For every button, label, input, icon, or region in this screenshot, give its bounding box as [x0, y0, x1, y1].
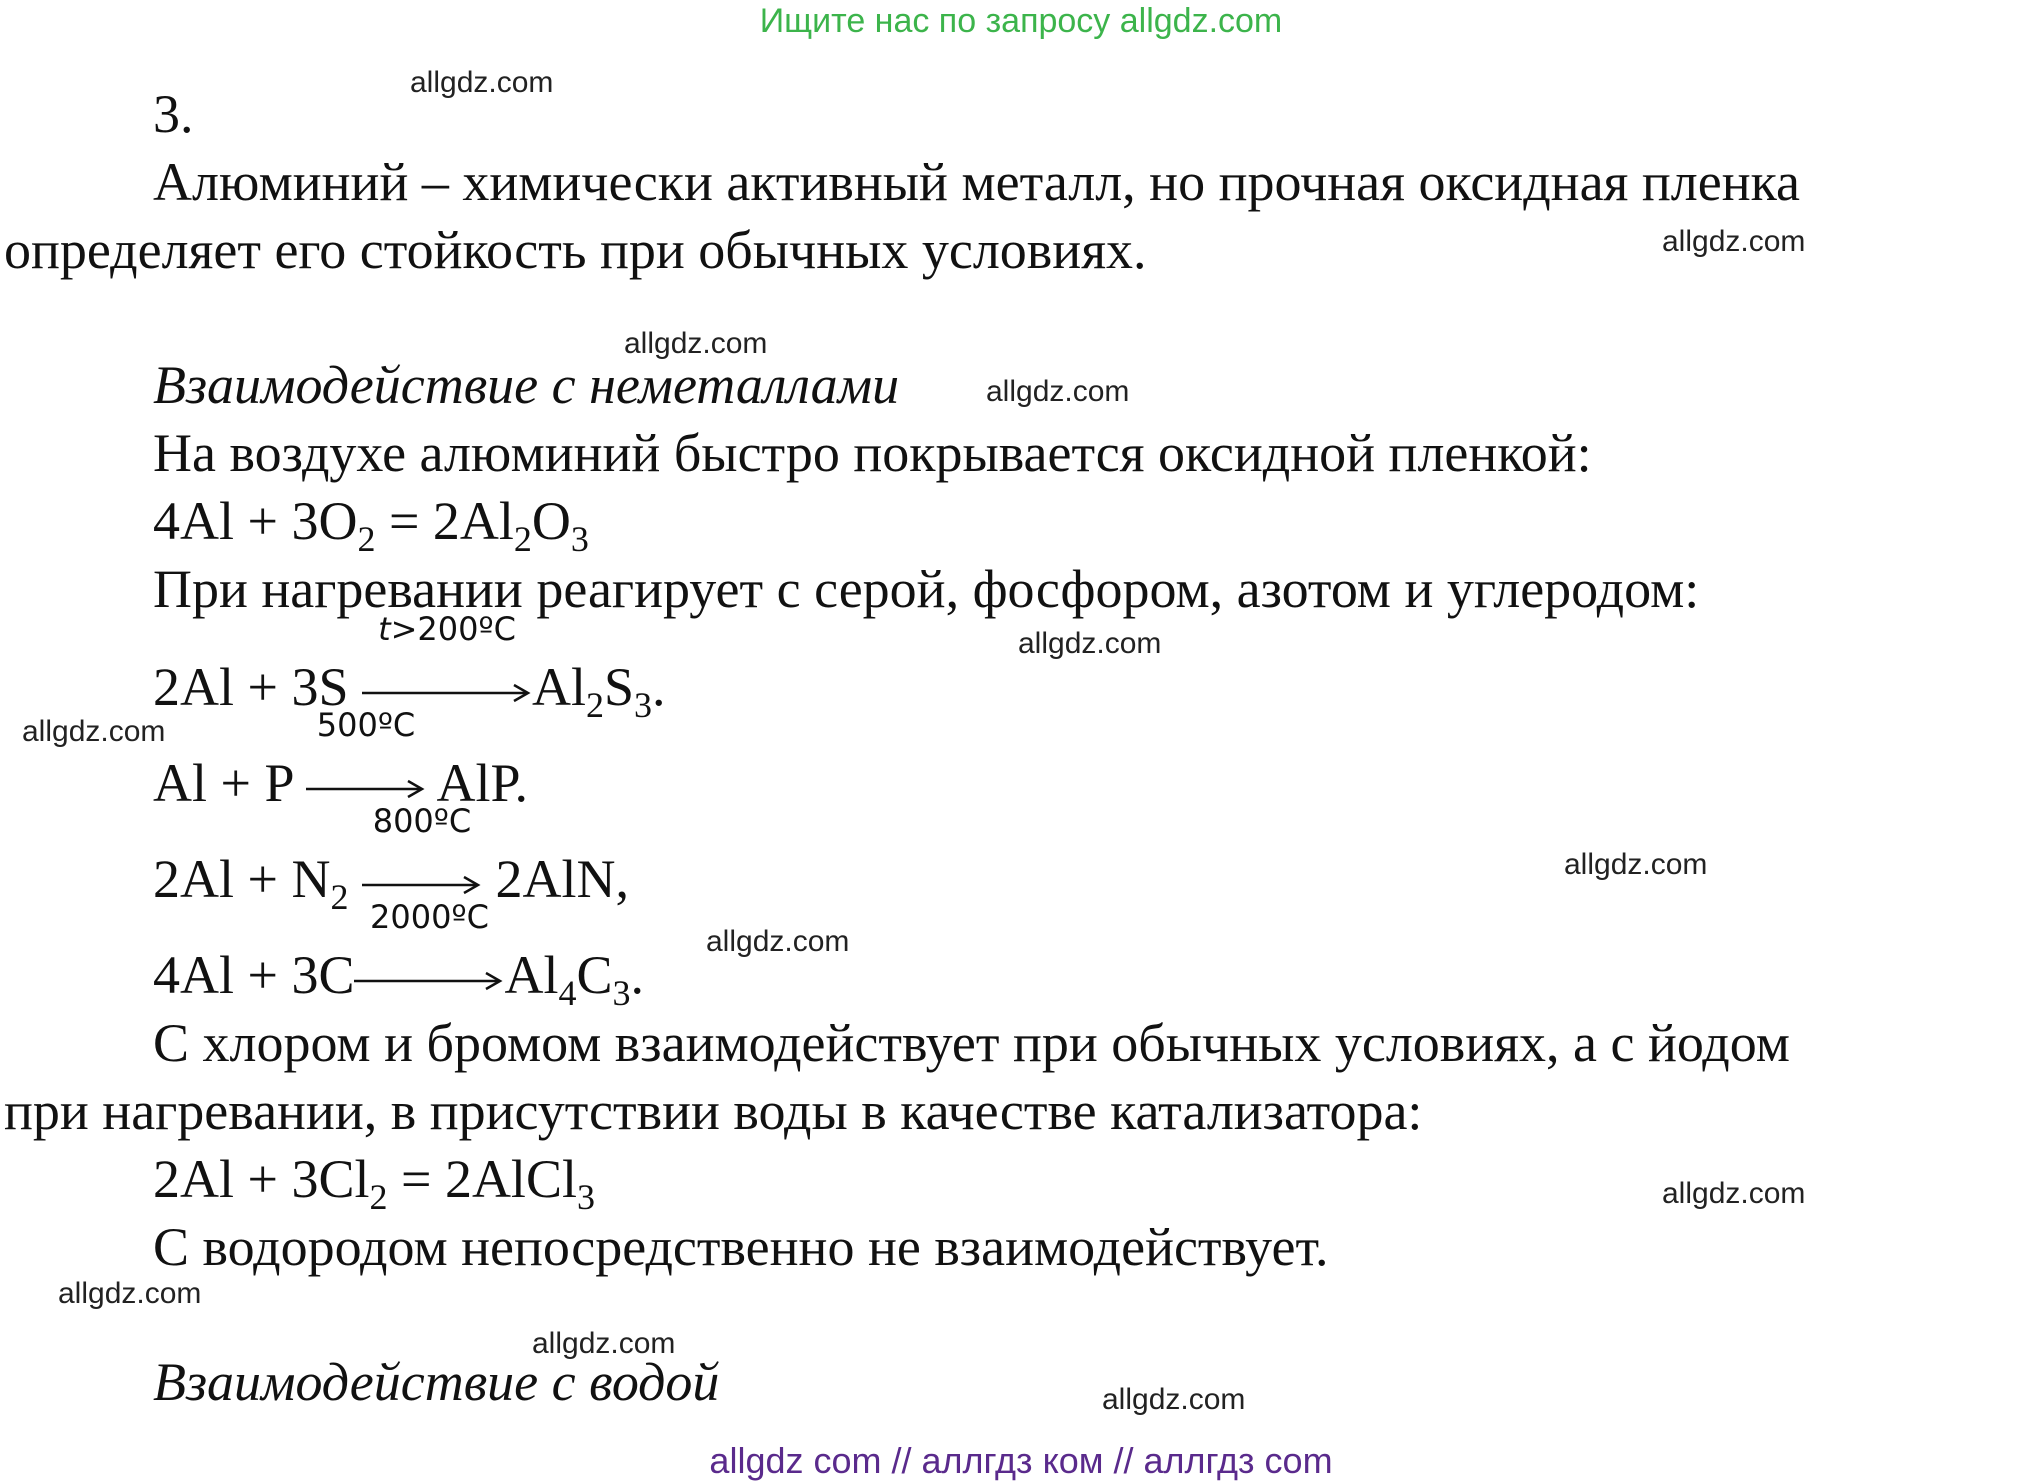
- watermark: allgdz.com: [706, 925, 850, 958]
- halogen-line-2: при нагревании, в присутствии воды в качестве катализатора:: [4, 1081, 1423, 1141]
- watermark: allgdz.com: [1662, 1177, 1806, 1210]
- equation-carbon: 4Al + 3C 2000ºC $Al_4C_3$.: [153, 898, 645, 1013]
- heading-water: Взаимодействие с водой: [153, 1352, 720, 1412]
- watermark: allgdz.com: [1564, 848, 1708, 881]
- reaction-arrow: 2000ºC: [354, 945, 504, 1005]
- watermark: allgdz.com: [1018, 627, 1162, 660]
- watermark: allgdz.com: [410, 66, 554, 99]
- equation-nitrogen: $2Al + N_2$ 800ºC 2AlN,: [153, 802, 629, 917]
- reaction-arrow: t>200ºC: [362, 657, 532, 717]
- watermark: allgdz.com: [1662, 225, 1806, 258]
- equation-oxide: $4Al + 3O_2 = 2Al_2O_3$: [153, 491, 589, 559]
- intro-line-2: определяет его стойкость при обычных условиях.: [4, 220, 1147, 280]
- equation-phosphorus: Al + P 500ºC AlP.: [153, 706, 529, 813]
- hydrogen-text: С водородом непосредственно не взаимодействует.: [153, 1217, 1329, 1277]
- watermark: allgdz.com: [58, 1277, 202, 1310]
- task-number: 3.: [153, 84, 194, 144]
- equation-chlorine: $2Al + 3Cl_2$ = 2AlCl$_3$: [153, 1149, 595, 1217]
- footer-links[interactable]: allgdz com // аллгдз ком // аллгдз com: [709, 1440, 1333, 1481]
- reaction-arrow: 500ºC: [306, 753, 426, 813]
- watermark: allgdz.com: [1102, 1383, 1246, 1416]
- watermark: allgdz.com: [624, 327, 768, 360]
- equation-sulfur: 2Al + 3S t>200ºC $Al_2S_3$.: [153, 610, 666, 725]
- heading-nonmetals: Взаимодействие с неметаллами: [153, 355, 900, 415]
- halogen-line-1: С хлором и бромом взаимодействует при обычных условиях, а с йодом: [153, 1013, 1790, 1073]
- watermark: allgdz.com: [532, 1327, 676, 1360]
- watermark: allgdz.com: [986, 375, 1130, 408]
- intro-line-1: Алюминий – химически активный металл, но прочная оксидная пленка: [153, 152, 1800, 212]
- heat-text: При нагревании реагирует с серой, фосфором, азотом и углеродом:: [153, 559, 1700, 619]
- search-hint-link[interactable]: Ищите нас по запросу allgdz.com: [759, 2, 1283, 40]
- air-text: На воздухе алюминий быстро покрывается оксидной пленкой:: [153, 423, 1592, 483]
- watermark: allgdz.com: [22, 715, 166, 748]
- reaction-arrow: 800ºC: [362, 849, 482, 909]
